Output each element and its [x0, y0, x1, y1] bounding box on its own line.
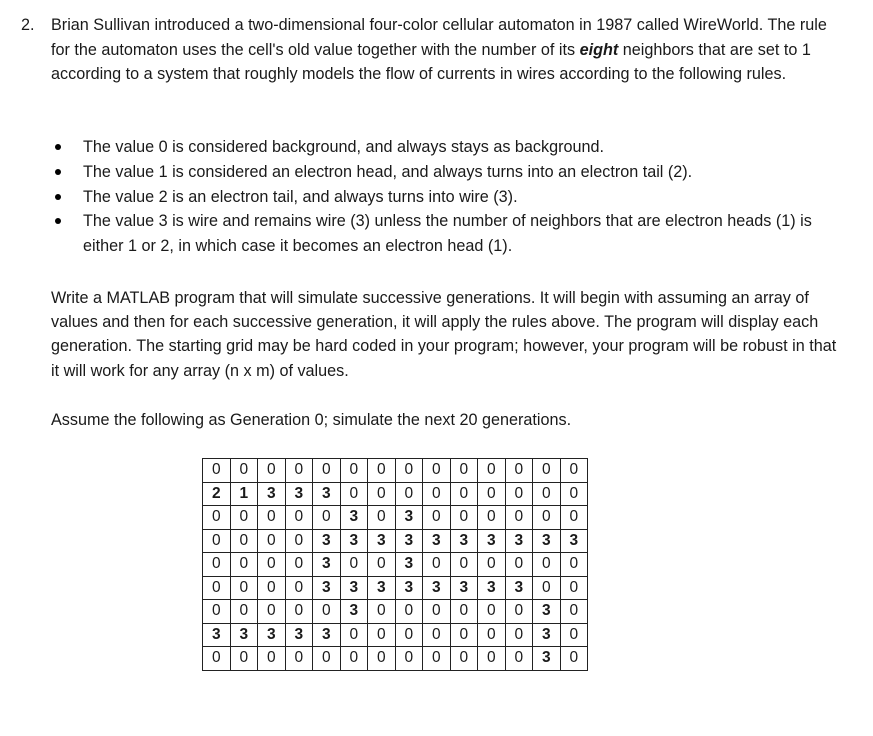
grid-cell: 3	[313, 576, 341, 600]
grid-cell: 0	[285, 576, 313, 600]
grid-cell: 0	[533, 553, 561, 577]
grid-cell: 3	[340, 576, 368, 600]
grid-row	[203, 482, 588, 506]
grid-cell: 0	[423, 553, 451, 577]
grid-cell: 0	[533, 576, 561, 600]
grid-cell: 3	[505, 576, 533, 600]
grid-row	[203, 553, 588, 577]
grid-cell: 0	[230, 576, 258, 600]
grid-cell: 3	[340, 600, 368, 624]
grid-row	[203, 647, 588, 671]
grid-cell: 0	[395, 482, 423, 506]
intro-text-start: Brian Sullivan introduced a two-dimensional four-color cellular automaton in 1987 called WireWorld. The rule for the automaton uses the cell's old value together with the number of its	[51, 16, 827, 59]
grid-cell: 3	[285, 482, 313, 506]
grid-cell: 3	[533, 623, 561, 647]
grid-row	[203, 529, 588, 553]
grid-cell: 0	[450, 623, 478, 647]
grid-cell: 3	[478, 529, 506, 553]
grid-cell: 0	[505, 600, 533, 624]
grid-cell: 0	[203, 506, 231, 530]
grid-row	[203, 506, 588, 530]
grid-cell: 3	[313, 553, 341, 577]
grid-cell: 0	[340, 459, 368, 483]
grid-cell: 3	[313, 623, 341, 647]
grid-cell: 0	[258, 459, 286, 483]
grid-cell: 0	[368, 647, 396, 671]
rule-text: The value 1 is considered an electron head, and always turns into an electron tail (2).	[83, 162, 693, 181]
rules-list	[51, 135, 841, 259]
grid-cell: 3	[560, 529, 588, 553]
grid-row	[203, 600, 588, 624]
grid-cell: 0	[368, 459, 396, 483]
grid-cell: 0	[478, 506, 506, 530]
grid-cell: 0	[478, 482, 506, 506]
rule-item	[51, 135, 841, 160]
grid-cell: 0	[505, 623, 533, 647]
grid-cell: 0	[313, 647, 341, 671]
assume-paragraph: Assume the following as Generation 0; simulate the next 20 generations.	[51, 411, 572, 429]
grid-cell: 0	[560, 553, 588, 577]
grid-cell: 0	[450, 459, 478, 483]
grid-cell: 0	[258, 647, 286, 671]
grid-cell: 0	[340, 553, 368, 577]
question-intro	[51, 13, 841, 87]
grid-cell: 3	[258, 623, 286, 647]
grid-cell: 3	[533, 529, 561, 553]
task-paragraph: Write a MATLAB program that will simulate successive generations. It will begin with assuming an array of values and then for each successive generation, it will apply the rules above. The program will display each generation. The starting grid may be hard coded in your program; however, your program will be robust in that it will work for any array (n x m) of values.	[51, 289, 837, 380]
grid-cell: 3	[340, 529, 368, 553]
rule-text: The value 2 is an electron tail, and always turns into wire (3).	[83, 187, 518, 206]
grid-cell: 0	[560, 506, 588, 530]
grid-cell: 0	[340, 647, 368, 671]
grid-cell: 0	[423, 647, 451, 671]
grid-cell: 3	[505, 529, 533, 553]
grid-cell: 3	[478, 576, 506, 600]
intro-emphasis: eight	[579, 40, 619, 59]
grid-cell: 3	[450, 576, 478, 600]
grid-cell: 3	[258, 482, 286, 506]
rule-text: The value 3 is wire and remains wire (3) unless the number of neighbors that are electron heads (1) is either 1 or 2, in which case it becomes an electron head (1).	[83, 212, 812, 256]
grid-cell: 0	[423, 459, 451, 483]
grid-cell: 0	[505, 459, 533, 483]
bullet-icon	[55, 169, 61, 175]
grid-cell: 0	[560, 647, 588, 671]
grid-cell: 0	[258, 529, 286, 553]
grid-cell: 0	[285, 506, 313, 530]
grid-cell: 0	[230, 553, 258, 577]
grid-cell: 0	[203, 576, 231, 600]
grid-cell: 0	[560, 459, 588, 483]
grid-cell: 3	[368, 529, 396, 553]
grid-cell: 3	[395, 506, 423, 530]
grid-cell: 0	[423, 600, 451, 624]
grid-cell: 0	[340, 623, 368, 647]
grid-cell: 0	[258, 553, 286, 577]
bullet-icon	[55, 218, 61, 224]
grid-cell: 0	[203, 553, 231, 577]
grid-cell: 0	[478, 553, 506, 577]
grid-cell: 0	[450, 647, 478, 671]
grid-cell: 0	[203, 600, 231, 624]
grid-cell: 0	[478, 647, 506, 671]
grid-cell: 0	[313, 506, 341, 530]
rule-text: The value 0 is considered background, and always stays as background.	[83, 138, 605, 156]
rule-item	[51, 160, 841, 185]
grid-cell: 0	[285, 647, 313, 671]
grid-cell: 0	[230, 506, 258, 530]
grid-cell: 3	[423, 529, 451, 553]
grid-cell: 0	[450, 553, 478, 577]
grid-cell: 0	[258, 600, 286, 624]
grid-cell: 0	[560, 623, 588, 647]
grid-cell: 3	[450, 529, 478, 553]
grid-cell: 3	[395, 576, 423, 600]
grid-cell: 0	[533, 506, 561, 530]
grid-cell: 0	[258, 506, 286, 530]
intro-text-end: neighbors that are set to 1 according to a system that roughly models the flow of currents in wires according to the following rules.	[51, 40, 811, 83]
grid-cell: 0	[423, 506, 451, 530]
grid-cell: 0	[450, 482, 478, 506]
grid-cell: 0	[505, 553, 533, 577]
grid-cell: 0	[203, 647, 231, 671]
generation-zero-grid	[202, 458, 588, 671]
question-number: 2.	[21, 16, 35, 34]
grid-cell: 0	[203, 529, 231, 553]
grid-cell: 0	[533, 459, 561, 483]
grid-cell: 0	[285, 600, 313, 624]
grid-cell: 3	[533, 600, 561, 624]
grid-cell: 1	[230, 482, 258, 506]
grid-cell: 3	[395, 529, 423, 553]
grid-cell: 3	[285, 623, 313, 647]
grid-cell: 0	[478, 600, 506, 624]
grid-cell: 0	[368, 553, 396, 577]
grid-cell: 0	[230, 529, 258, 553]
grid-cell: 0	[368, 600, 396, 624]
grid-cell: 3	[203, 623, 231, 647]
grid-cell: 0	[395, 623, 423, 647]
grid-cell: 2	[203, 482, 231, 506]
grid-cell: 3	[340, 506, 368, 530]
grid-cell: 0	[395, 600, 423, 624]
grid-cell: 3	[423, 576, 451, 600]
grid-cell: 0	[505, 482, 533, 506]
grid-cell: 0	[423, 482, 451, 506]
grid-cell: 0	[395, 459, 423, 483]
grid-cell: 0	[230, 647, 258, 671]
rule-item	[51, 185, 841, 210]
grid-cell: 0	[285, 529, 313, 553]
grid-cell: 0	[560, 600, 588, 624]
grid-cell: 0	[340, 482, 368, 506]
grid-cell: 0	[560, 576, 588, 600]
grid-cell: 0	[505, 647, 533, 671]
grid-cell: 0	[533, 482, 561, 506]
grid-cell: 3	[368, 576, 396, 600]
grid-cell: 0	[368, 623, 396, 647]
grid-cell: 3	[230, 623, 258, 647]
grid-row	[203, 576, 588, 600]
grid-cell: 0	[368, 482, 396, 506]
grid-cell: 0	[560, 482, 588, 506]
grid-cell: 0	[478, 459, 506, 483]
grid-cell: 0	[478, 623, 506, 647]
grid-cell: 0	[505, 506, 533, 530]
bullet-icon	[55, 144, 61, 150]
grid-cell: 0	[423, 623, 451, 647]
grid-cell: 0	[313, 459, 341, 483]
grid-cell: 0	[450, 600, 478, 624]
grid-row	[203, 459, 588, 483]
grid-cell: 0	[313, 600, 341, 624]
grid-cell: 3	[533, 647, 561, 671]
grid-cell: 0	[395, 647, 423, 671]
grid-cell: 3	[313, 482, 341, 506]
bullet-icon	[55, 194, 61, 200]
grid-row	[203, 623, 588, 647]
grid-cell: 0	[203, 459, 231, 483]
grid-cell: 0	[258, 576, 286, 600]
grid-body	[203, 459, 588, 671]
grid-cell: 0	[285, 553, 313, 577]
grid-cell: 0	[450, 506, 478, 530]
grid-cell: 3	[313, 529, 341, 553]
grid-cell: 0	[368, 506, 396, 530]
rule-item	[51, 209, 841, 259]
grid-cell: 3	[395, 553, 423, 577]
grid-cell: 0	[230, 600, 258, 624]
grid-cell: 0	[230, 459, 258, 483]
grid-cell: 0	[285, 459, 313, 483]
